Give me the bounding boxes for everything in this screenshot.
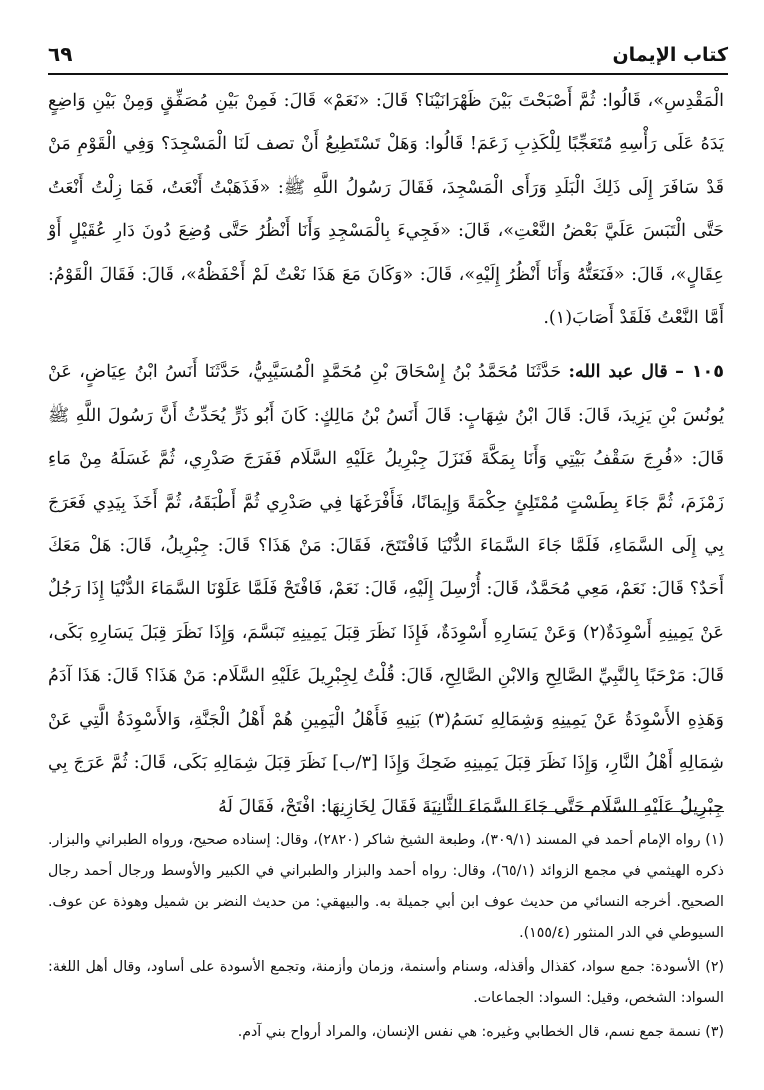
header-rule (48, 73, 728, 75)
hadith-intro: قال عبد الله: (568, 361, 668, 383)
paragraph-2 (48, 350, 724, 828)
page-number: ٦٩ (48, 42, 73, 66)
main-text (48, 80, 724, 829)
footnote-1: (١) رواه الإمام أحمد في المسند (٣٠٩/١)، وطبعة الشيخ شاكر (٢٨٢٠)، وقال: إسناده صحيح، ورواه الطبراني والبزار. ذكره الهيثمي في مجمع الزوائد (٦٥/١)، وقال: رواه أحمد والبزار والطبراني في الكبير والأوسط ورجال أحمد رجال الصحيح. أخرجه النسائي من حديث عوف ابن أبي جميلة به. والبيهقي: من حديث النضر بن شميل وهوذة عن عوف. السيوطي في الدر المنثور (١٥٥/٤). (48, 832, 725, 941)
running-title: كتاب الإيمان (612, 44, 728, 66)
page-header (48, 28, 728, 70)
footnote-rule (424, 811, 724, 812)
paragraph-gap (48, 340, 724, 350)
hadith-text: حَدَّثَنَا مُحَمَّدُ بْنُ إِسْحَاقَ بْنِ مُحَمَّدٍ الْمُسَيَّبِيُّ، حَدَّثَنَا أَنَسُ ابْنُ عِيَاضٍ، عَنْ يُونُسَ بْنِ يَزِيدَ، قَالَ: قَالَ ابْنُ شِهَابٍ: قَالَ أَنَسُ بْنُ مَالِكٍ: كَانَ أَبُو ذَرٍّ يُحَدِّثُ أَنَّ رَسُولَ اللَّهِ ﷺ قَالَ: «فُرِجَ سَقْفُ بَيْتِي وَأَنَا بِمَكَّةَ فَنَزَلَ جِبْرِيلُ عَلَيْهِ السَّلَام فَفَرَجَ صَدْرِي، ثُمَّ غَسَلَهُ مِنْ مَاءِ زَمْزَمَ، ثُمَّ جَاءَ بِطَسْتٍ مُمْتَلِئٍ حِكْمَةً وَإِيمَانًا، فَأَفْرَغَهَا فِي صَدْرِي ثُمَّ أَطْبَقَهُ، ثُمَّ أَخَذَ بِيَدِي فَعَرَجَ بِي إِلَى السَّمَاءِ، فَلَمَّا جَاءَ السَّمَاءَ الدُّنْيَا فَافْتَتَحَ، فَقَالَ: مَنْ هَذَا؟ قَالَ: جِبْرِيلُ، قَالَ: هَلْ مَعَكَ أَحَدٌ؟ قَالَ: نَعَمْ، مَعِي مُحَمَّدٌ، قَالَ: أُرْسِلَ إِلَيْهِ، قَالَ: نَعَمْ، فَافْتَحْ فَلَمَّا عَلَوْنَا السَّمَاءَ الدُّنْيَا إِذَا رَجُلٌ عَنْ يَمِينِهِ أَسْوِدَةٌ(٢) وَعَنْ يَسَارِهِ أَسْوِدَةٌ، فَإِذَا نَظَرَ قِبَلَ يَمِينِهِ تَبَسَّمَ، وَإِذَا نَظَرَ قِبَلَ يَسَارِهِ بَكَى، قَالَ: مَرْحَبًا بِالنَّبِيِّ الصَّالِحِ وَالابْنِ الصَّالِحِ، قَالَ: قُلْتُ لِجِبْرِيلَ عَلَيْهِ السَّلَام: مَنْ هَذَا؟ قَالَ: هَذَا آدَمُ وَهَذِهِ الأَسْوِدَةُ عَنْ يَمِينِهِ وَشِمَالِهِ نَسَمُ(٣) بَنِيهِ فَأَهْلُ الْيَمِينِ هُمْ أَهْلُ الْجَنَّةِ، وَالأَسْوِدَةُ الَّتِي عَنْ شِمَالِهِ أَهْلُ النَّارِ، وَإِذَا نَظَرَ قِبَلَ يَمِينِهِ ضَحِكَ وَإِذَا [٣/ب] نَظَرَ قِبَلَ شِمَالِهِ بَكَى، قَالَ: ثُمَّ عَرَجَ بِي جِبْرِيلُ عَلَيْهِ السَّلَام حَتَّى جَاءَ السَّمَاءَ الثَّانِيَةَ فَقَالَ لِخَازِنِهَا: افْتَحْ، فَقَالَ لَهُ (48, 362, 725, 817)
footnotes (48, 825, 724, 1051)
footnote-2: (٢) الأسودة: جمع سواد، كقذال وأقذله، وسنام وأسنمة، وزمان وأزمنة، وتجمع الأسودة على أساود، وقال أهل اللغة: السواد: الشخص، وقيل: السواد: الجماعات. (48, 959, 724, 1006)
footnote-3: (٣) نسمة جمع نسم، قال الخطابي وغيره: هي نفس الإنسان، والمراد أرواح بني آدم. (237, 1024, 724, 1040)
hadith-number: ١٠٥ – (675, 362, 724, 383)
paragraph-1: الْمَقْدِسِ»، قَالُوا: ثُمَّ أَصْبَحْتَ بَيْنَ ظَهْرَانَيْنَا؟ قَالَ: «نَعَمْ» قَالَ: فَمِنْ بَيْنِ مُصَفِّقٍ وَمِنْ بَيْنِ وَاضِعٍ يَدَهُ عَلَى رَأْسِهِ مُتَعَجِّبًا لِلْكَذِبِ زَعَمَ! قَالُوا: وَهَلْ تَسْتَطِيعُ أَنْ تصف لَنَا الْمَسْجِدَ؟ وَفِي الْقَوْمِ مَنْ قَدْ سَافَرَ إِلَى ذَلِكَ الْبَلَدِ وَرَأَى الْمَسْجِدَ، فَقَالَ رَسُولُ اللَّهِ ﷺ: «فَذَهَبْتُ أَنْعَتُ، فَمَا زِلْتُ أَنْعَتُ حَتَّى الْتَبَسَ عَلَيَّ بَعْضُ النَّعْتِ»، قَالَ: «فَجِيءَ بِالْمَسْجِدِ وَأَنَا أَنْظُرُ حَتَّى وُضِعَ دُونَ دَارِ عُقَيْلٍ أَوْ عِقَالٍ»، قَالَ: «فَنَعَتُّهُ وَأَنَا أَنْظُرُ إِلَيْهِ»، قَالَ: «وَكَانَ مَعَ هَذَا نَعْتٌ لَمْ أَحْفَظْهُ»، قَالَ: فَقَالَ الْقَوْمُ: أَمَّا النَّعْتُ فَلَقَدْ أَصَابَ(١). (48, 91, 724, 329)
